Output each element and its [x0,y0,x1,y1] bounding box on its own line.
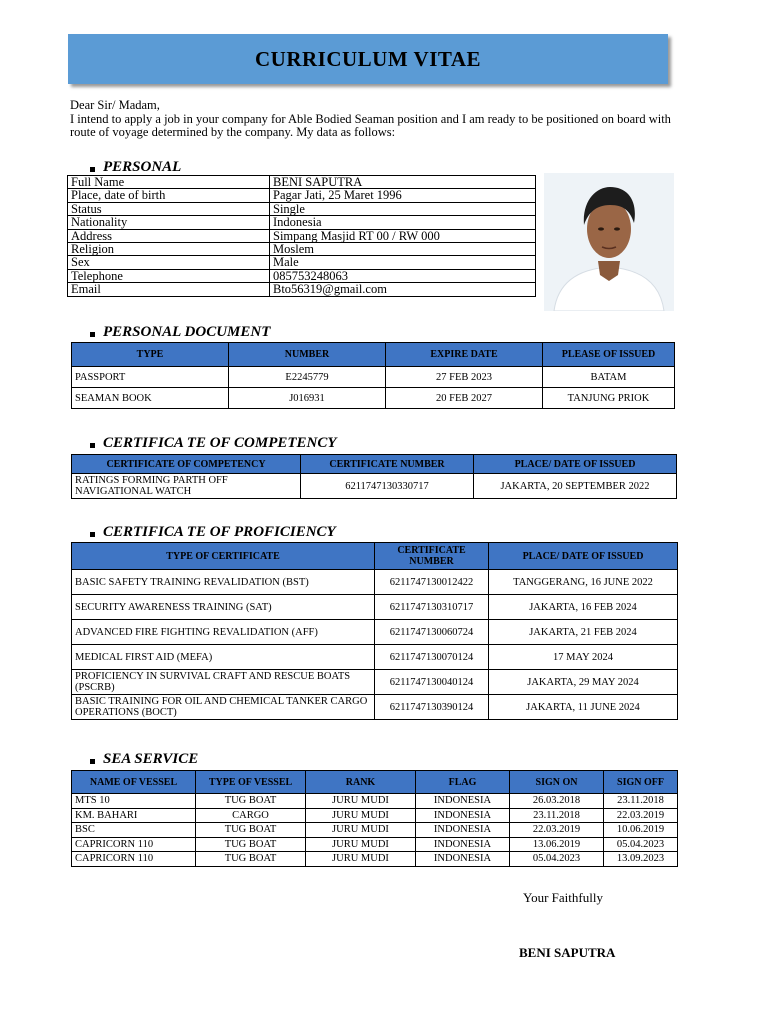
section-heading-personal: PERSONAL [90,159,181,176]
table-row: KM. BAHARI CARGO JURU MUDI INDONESIA 23.11.2018 22.03.2019 [72,808,678,823]
table-row: Religion Moslem [68,243,536,256]
section-heading-documents: PERSONAL DOCUMENT [90,324,270,341]
table-row: CAPRICORN 110 TUG BOAT JURU MUDI INDONESIA 13.06.2019 05.04.2023 [72,837,678,852]
table-header-row: NAME OF VESSEL TYPE OF VESSEL RANK FLAG SIGN ON SIGN OFF [72,771,678,794]
table-row: Full Name BENI SAPUTRA [68,176,536,189]
title-banner [68,34,668,84]
table-row: BASIC SAFETY TRAINING REVALIDATION (BST) 6211747130012422 TANGGERANG, 16 JUNE 2022 [72,570,678,595]
sea-service-table [71,770,678,867]
table-row: Nationality Indonesia [68,216,536,229]
table-row: BSC TUG BOAT JURU MUDI INDONESIA 22.03.2019 10.06.2019 [72,823,678,838]
table-row: Place, date of birth Pagar Jati, 25 Maret 1996 [68,189,536,202]
table-row: RATINGS FORMING PARTH OFF NAVIGATIONAL WATCH 6211747130330717 JAKARTA, 20 SEPTEMBER 2022 [72,474,677,499]
table-row: SECURITY AWARENESS TRAINING (SAT) 6211747130310717 JAKARTA, 16 FEB 2024 [72,595,678,620]
table-row: Sex Male [68,256,536,269]
greeting: Dear Sir/ Madam, [70,98,160,112]
table-row: Address Simpang Masjid RT 00 / RW 000 [68,229,536,242]
table-row: ADVANCED FIRE FIGHTING REVALIDATION (AFF) 6211747130060724 JAKARTA, 21 FEB 2024 [72,620,678,645]
section-heading-proficiency: CERTIFICA TE OF PROFICIENCY [90,524,336,541]
closing-text: Your Faithfully [523,890,603,905]
table-header-row: CERTIFICATE OF COMPETENCY CERTIFICATE NUMBER PLACE/ DATE OF ISSUED [72,455,677,474]
table-header-row: TYPE NUMBER EXPIRE DATE PLEASE OF ISSUED [72,343,675,367]
proficiency-table [71,542,678,720]
table-row: MTS 10 TUG BOAT JURU MUDI INDONESIA 26.03.2018 23.11.2018 [72,794,678,809]
bullet-icon [90,332,95,337]
intro-letter [70,99,678,140]
profile-photo [544,173,674,311]
bullet-icon [90,532,95,537]
table-row: CAPRICORN 110 TUG BOAT JURU MUDI INDONESIA 05.04.2023 13.09.2023 [72,852,678,867]
table-row: PASSPORT E2245779 27 FEB 2023 BATAM [72,367,675,388]
intro-body: I intend to apply a job in your company for Able Bodied Seaman position and I am ready to be positioned on board with route of voyage determined by the company. My data as follows: [70,111,671,139]
table-row: PROFICIENCY IN SURVIVAL CRAFT AND RESCUE BOATS (PSCRB) 6211747130040124 JAKARTA, 29 MAY 2024 [72,670,678,695]
documents-table [71,342,675,409]
competency-table [71,454,677,499]
table-row: SEAMAN BOOK J016931 20 FEB 2027 TANJUNG PRIOK [72,388,675,409]
section-heading-competency: CERTIFICA TE OF COMPETENCY [90,435,337,452]
table-header-row: TYPE OF CERTIFICATE CERTIFICATE NUMBER PLACE/ DATE OF ISSUED [72,543,678,570]
section-heading-sea-service: SEA SERVICE [90,751,198,768]
table-row: Telephone 085753248063 [68,269,536,282]
table-row: MEDICAL FIRST AID (MEFA) 6211747130070124 17 MAY 2024 [72,645,678,670]
table-row: Status Single [68,202,536,215]
personal-table [67,175,536,297]
bullet-icon [90,167,95,172]
page-title: CURRICULUM VITAE [255,46,481,71]
table-row: Email Bto56319@gmail.com [68,283,536,296]
signature-name: BENI SAPUTRA [519,945,616,960]
table-row: BASIC TRAINING FOR OIL AND CHEMICAL TANKER CARGO OPERATIONS (BOCT) 6211747130390124 JAKARTA, 11 JUNE 2024 [72,695,678,720]
bullet-icon [90,759,95,764]
bullet-icon [90,443,95,448]
